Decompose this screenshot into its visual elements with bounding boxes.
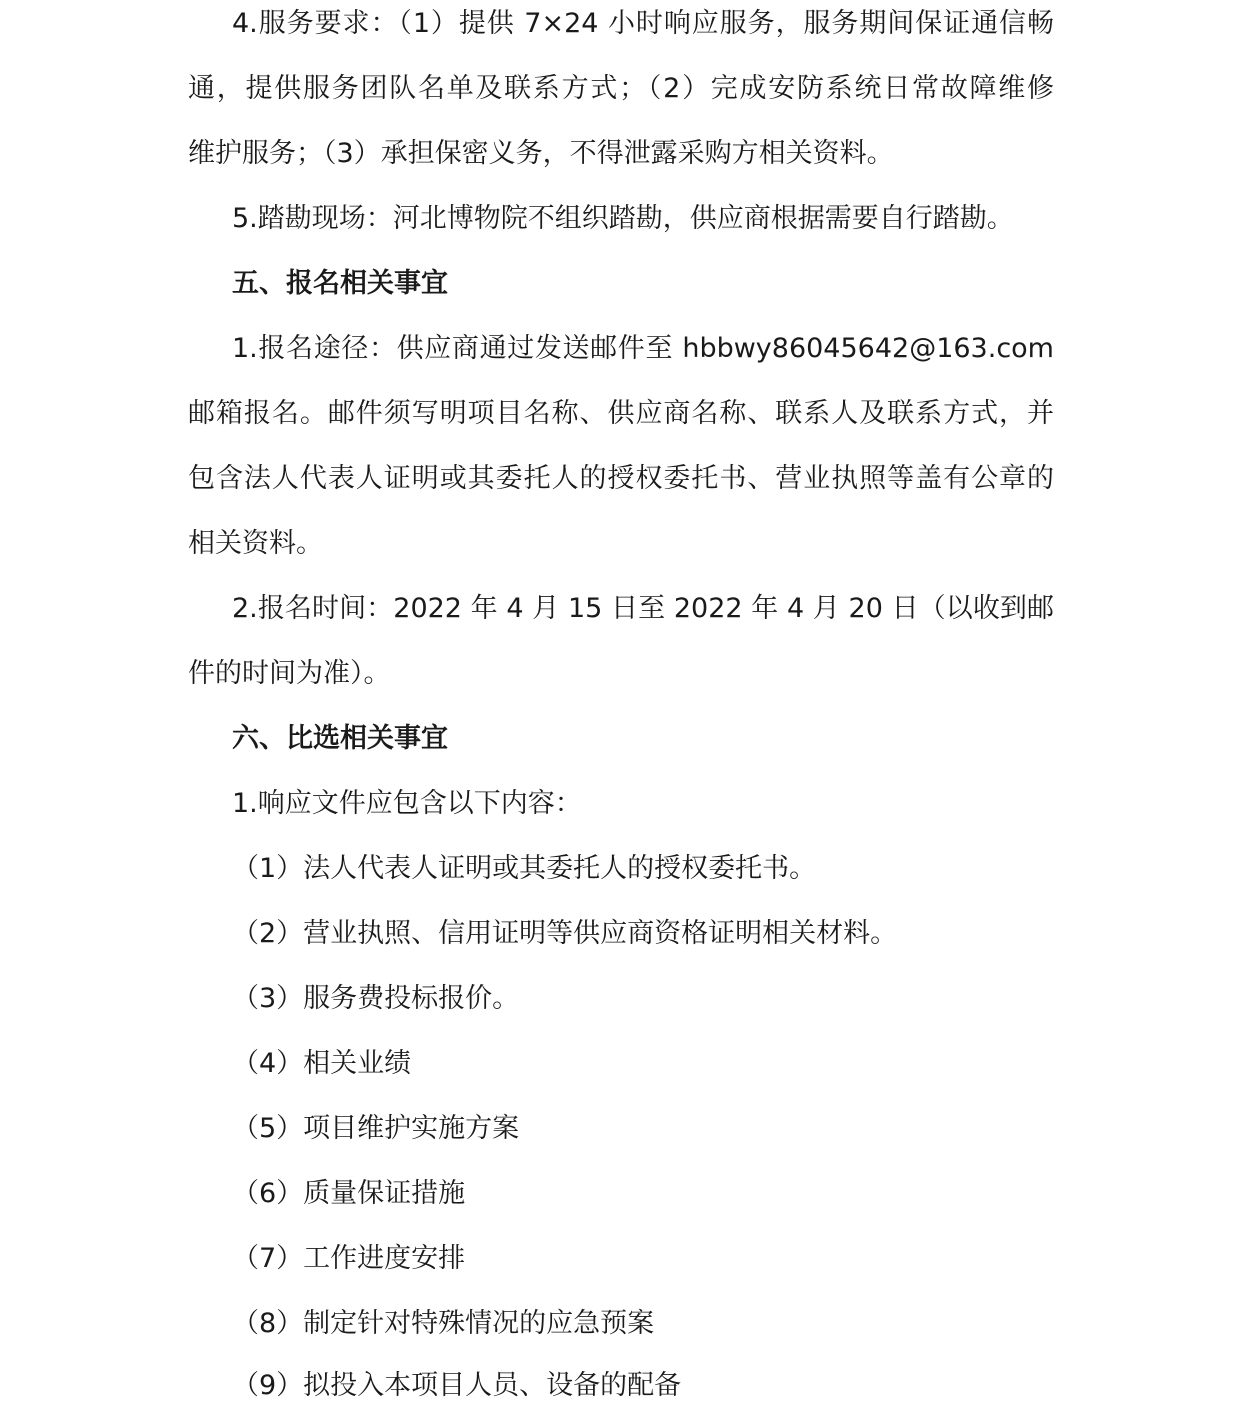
registration-method-line-2: 邮箱报名。邮件须写明项目名称、供应商名称、联系人及联系方式，并 bbox=[188, 398, 1054, 429]
site-survey-paragraph: 5.踏勘现场：河北博物院不组织踏勘，供应商根据需要自行踏勘。 bbox=[232, 203, 1014, 234]
registration-method-line-3: 包含法人代表人证明或其委托人的授权委托书、营业执照等盖有公章的 bbox=[188, 463, 1054, 494]
service-requirements-line-3: 维护服务；（3）承担保密义务，不得泄露采购方相关资料。 bbox=[188, 138, 894, 169]
response-docs-intro: 1.响应文件应包含以下内容： bbox=[232, 788, 582, 819]
registration-method-line-4: 相关资料。 bbox=[188, 528, 323, 559]
list-item-3: （3）服务费投标报价。 bbox=[232, 983, 520, 1014]
registration-time-line-2: 件的时间为准）。 bbox=[188, 658, 391, 689]
list-item-9: （9）拟投入本项目人员、设备的配备 bbox=[232, 1370, 682, 1401]
registration-time-line-1: 2.报名时间：2022 年 4 月 15 日至 2022 年 4 月 20 日（以收到邮 bbox=[232, 593, 1054, 624]
section-heading-selection: 六、比选相关事宜 bbox=[232, 723, 448, 754]
service-requirements-line-1: 4.服务要求：（1）提供 7×24 小时响应服务，服务期间保证通信畅 bbox=[232, 8, 1054, 39]
registration-method-line-1: 1.报名途径：供应商通过发送邮件至 hbbwy86045642@163.com bbox=[232, 333, 1054, 364]
list-item-5: （5）项目维护实施方案 bbox=[232, 1113, 520, 1144]
list-item-4: （4）相关业绩 bbox=[232, 1048, 412, 1079]
list-item-1: （1）法人代表人证明或其委托人的授权委托书。 bbox=[232, 853, 817, 884]
list-item-7: （7）工作进度安排 bbox=[232, 1243, 466, 1274]
service-requirements-line-2: 通，提供服务团队名单及联系方式；（2）完成安防系统日常故障维修 bbox=[188, 73, 1054, 104]
list-item-8: （8）制定针对特殊情况的应急预案 bbox=[232, 1308, 655, 1339]
section-heading-registration: 五、报名相关事宜 bbox=[232, 268, 448, 299]
list-item-2: （2）营业执照、信用证明等供应商资格证明相关材料。 bbox=[232, 918, 898, 949]
list-item-6: （6）质量保证措施 bbox=[232, 1178, 466, 1209]
